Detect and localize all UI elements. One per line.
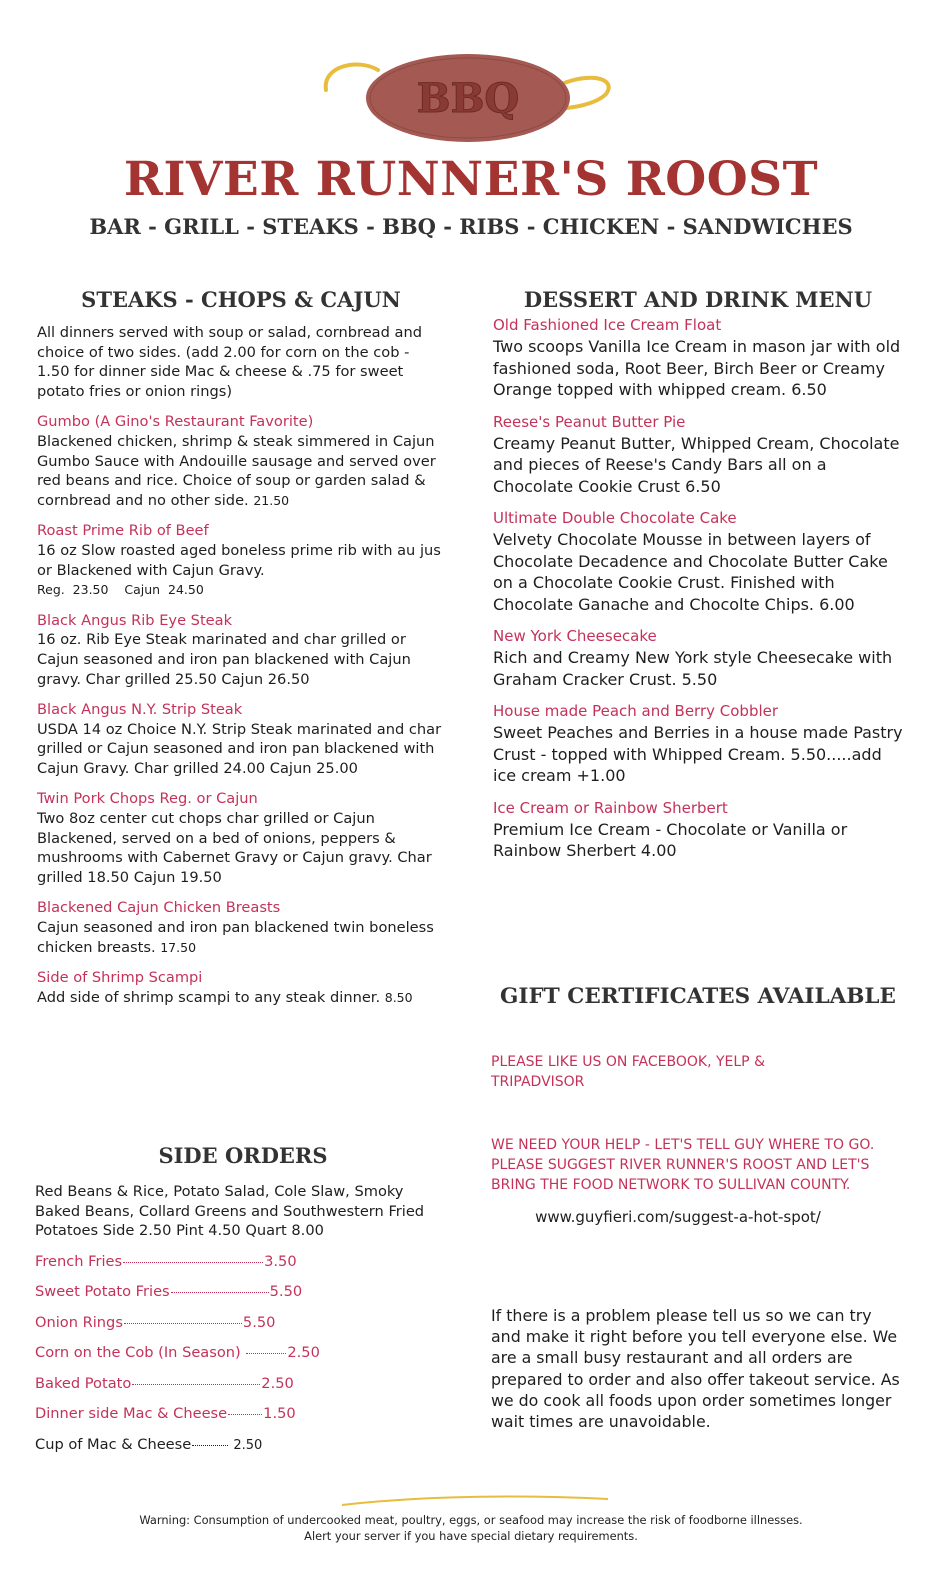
dessert-item-description: Velvety Chocolate Mousse in between layers of Chocolate Decadence and Chocolate Butter Cake on a Chocolate Cookie Crust. Finished with Chocolate Ganache and Chocolte Chips. 6.00 bbox=[493, 530, 888, 614]
menu-item-description bbox=[37, 630, 445, 689]
side-order-price: 5.50 bbox=[242, 1313, 276, 1331]
sides-heading: SIDE ORDERS bbox=[158, 1143, 328, 1168]
menu-item-text: Blackened chicken, shrimp & steak simmered in Cajun Gumbo Sauce with Andouille sausage and served over red beans and rice. Choice of soup or garden salad & cornbread and no other side. bbox=[37, 432, 436, 509]
side-order-price: 3.50 bbox=[264, 1252, 297, 1270]
side-order-name: Baked Potato bbox=[35, 1374, 132, 1392]
side-order-price: 2.50 bbox=[261, 1374, 294, 1392]
steaks-intro: All dinners served with soup or salad, cornbread and choice of two sides. (add 2.00 for corn on the cob - 1.50 for dinner side Mac & cheese & .75 for sweet potato fries or onion rings) bbox=[37, 324, 422, 400]
side-order-name: Corn on the Cob (In Season) bbox=[35, 1344, 246, 1362]
dessert-item-name: Ice Cream or Rainbow Sherbert bbox=[493, 798, 728, 817]
menu-item-description bbox=[37, 918, 445, 957]
restaurant-title: RIVER RUNNER'S ROOST bbox=[123, 152, 819, 207]
menu-item-description bbox=[37, 541, 445, 600]
menu-item-text: 16 oz Slow roasted aged boneless prime rib with au jus or Blackened with Cajun Gravy. bbox=[37, 541, 441, 579]
menu-item-price: Reg. 23.50 Cajun 24.50 bbox=[37, 582, 204, 598]
menu-item bbox=[37, 412, 445, 510]
side-order-name: French Fries bbox=[35, 1252, 123, 1270]
dessert-item-description: Sweet Peaches and Berries in a house made Pastry Crust - topped with Whipped Cream. 5.50.....add ice cream +1.00 bbox=[493, 723, 903, 785]
side-order-price: 2.50 bbox=[229, 1437, 263, 1453]
menu-item-description bbox=[37, 809, 445, 887]
menu-item-price: 17.50 bbox=[160, 939, 197, 955]
gift-heading: GIFT CERTIFICATES AVAILABLE bbox=[500, 984, 896, 1009]
side-order-name: Dinner side Mac & Cheese bbox=[35, 1405, 228, 1423]
menu-item bbox=[37, 521, 445, 599]
menu-item bbox=[37, 611, 445, 689]
side-order-item bbox=[35, 1247, 455, 1278]
menu-item-text: 16 oz. Rib Eye Steak marinated and char grilled or Cajun seasoned and iron pan blackened with Cajun gravy. Char grilled 25.50 Cajun 26.50 bbox=[37, 631, 411, 688]
side-order-item bbox=[35, 1369, 455, 1400]
side-order-price: 2.50 bbox=[287, 1344, 320, 1362]
menu-item-name: Black Angus Rib Eye Steak bbox=[37, 611, 233, 629]
dot-leader bbox=[228, 1414, 262, 1415]
dessert-item-name: New York Cheesecake bbox=[493, 627, 657, 645]
dessert-item bbox=[493, 508, 903, 615]
menu-item-description bbox=[37, 720, 445, 779]
menu-item-name: Side of Shrimp Scampi bbox=[37, 969, 203, 987]
side-order-item bbox=[35, 1277, 455, 1308]
logo-text: BBQ bbox=[416, 75, 520, 122]
menu-item-text: USDA 14 oz Choice N.Y. Strip Steak marinated and char grilled or Cajun seasoned and iron pan blackened with Cajun Gravy. Char grilled 24.00 Cajun 25.00 bbox=[37, 720, 442, 777]
steaks-section bbox=[37, 287, 445, 1007]
dessert-section bbox=[493, 287, 903, 862]
dessert-item-name: Reese's Peanut Butter Pie bbox=[493, 412, 686, 431]
side-order-item bbox=[35, 1338, 455, 1369]
menu-item-name: Twin Pork Chops Reg. or Cajun bbox=[37, 790, 258, 808]
dessert-item bbox=[493, 701, 903, 787]
restaurant-tagline: BAR - GRILL - STEAKS - BBQ - RIBS - CHICKEN - SANDWICHES bbox=[89, 214, 853, 239]
dessert-item-name: House made Peach and Berry Cobbler bbox=[493, 702, 779, 720]
side-order-name: Sweet Potato Fries bbox=[35, 1283, 170, 1301]
dot-leader bbox=[124, 1323, 242, 1324]
menu-item-text: Cajun seasoned and iron pan blackened twin boneless chicken breasts. bbox=[37, 919, 434, 956]
dot-leader bbox=[132, 1384, 260, 1385]
dessert-item-description: Two scoops Vanilla Ice Cream in mason jar with old fashioned soda, Root Beer, Birch Beer or Creamy Orange topped with whipped cream. 6.50 bbox=[493, 337, 901, 399]
menu-item-name: Roast Prime Rib of Beef bbox=[37, 522, 209, 540]
dessert-heading: DESSERT AND DRINK MENU bbox=[523, 287, 873, 312]
footer-line-1: Warning: Consumption of undercooked meat, poultry, eggs, or seafood may increase the risk of foodborne illnesses. bbox=[139, 1513, 803, 1527]
dot-leader bbox=[123, 1262, 263, 1263]
guy-fieri-note: WE NEED YOUR HELP - LET'S TELL GUY WHERE TO GO. PLEASE SUGGEST RIVER RUNNER'S ROOST AND LET'S BRING THE FOOD NETWORK TO SULLIVAN COUNTY. bbox=[491, 1137, 875, 1193]
menu-item-text: Two 8oz center cut chops char grilled or Cajun Blackened, served on a bed of onions, peppers & mushrooms with Cabernet Gravy or Cajun gravy. Char grilled 18.50 Cajun 19.50 bbox=[37, 810, 432, 886]
social-note: PLEASE LIKE US ON FACEBOOK, YELP & TRIPADVISOR bbox=[491, 1054, 765, 1090]
dessert-item bbox=[493, 412, 903, 498]
dessert-item bbox=[493, 626, 903, 690]
menu-item-name: Black Angus N.Y. Strip Steak bbox=[37, 701, 243, 719]
dessert-item bbox=[493, 798, 903, 862]
dessert-item-description: Rich and Creamy New York style Cheesecake with Graham Cracker Crust. 5.50 bbox=[493, 648, 893, 689]
dessert-item-name: Ultimate Double Chocolate Cake bbox=[493, 509, 737, 527]
suggest-url[interactable]: www.guyfieri.com/suggest-a-hot-spot/ bbox=[535, 1208, 821, 1226]
side-order-name: Cup of Mac & Cheese bbox=[35, 1435, 192, 1453]
side-order-item bbox=[35, 1399, 455, 1430]
dessert-item-description: Premium Ice Cream - Chocolate or Vanilla or Rainbow Sherbert 4.00 bbox=[493, 819, 848, 860]
dot-leader bbox=[246, 1353, 286, 1354]
bbq-logo bbox=[318, 48, 618, 148]
menu-item bbox=[37, 700, 445, 778]
menu-item-name: Blackened Cajun Chicken Breasts bbox=[37, 899, 281, 917]
menu-item-price: 8.50 bbox=[384, 989, 413, 1005]
dot-leader bbox=[192, 1445, 228, 1446]
side-order-item bbox=[35, 1430, 455, 1461]
side-order-item bbox=[35, 1308, 455, 1339]
side-order-price: 5.50 bbox=[269, 1283, 303, 1301]
footer-swoosh bbox=[340, 1493, 610, 1507]
menu-item-name: Gumbo (A Gino's Restaurant Favorite) bbox=[37, 413, 314, 431]
steaks-heading: STEAKS - CHOPS & CAJUN bbox=[81, 287, 401, 312]
menu-item-description bbox=[37, 432, 445, 510]
dessert-item-description: Creamy Peanut Butter, Whipped Cream, Chocolate and pieces of Reese's Candy Bars all on a Chocolate Cookie Crust 6.50 bbox=[493, 433, 900, 496]
menu-item bbox=[37, 789, 445, 887]
menu-item-text: Add side of shrimp scampi to any steak dinner. bbox=[37, 988, 381, 1006]
dessert-item-name: Old Fashioned Ice Cream Float bbox=[493, 316, 722, 334]
sides-intro: Red Beans & Rice, Potato Salad, Cole Slaw, Smoky Baked Beans, Collard Greens and Southwestern Fried Potatoes Side 2.50 Pint 4.50 Quart 8.00 bbox=[35, 1183, 425, 1240]
side-order-name: Onion Rings bbox=[35, 1313, 123, 1331]
side-order-price: 1.50 bbox=[263, 1405, 296, 1423]
footer-line-2: Alert your server if you have special dietary requirements. bbox=[304, 1529, 638, 1543]
menu-item-price: 21.50 bbox=[253, 492, 290, 508]
dot-leader bbox=[171, 1292, 269, 1293]
problem-notice: If there is a problem please tell us so we can try and make it right before you tell everyone else. We are a small busy restaurant and all orders are prepared to order and also offer takeout service. As we do cook all foods upon order sometimes longer wait times are unavoidable. bbox=[491, 1306, 900, 1432]
menu-item bbox=[37, 968, 445, 1007]
dessert-item bbox=[493, 315, 903, 401]
menu-item-description bbox=[37, 988, 445, 1008]
sides-section bbox=[35, 1143, 455, 1460]
menu-item bbox=[37, 898, 445, 957]
footer-warning bbox=[0, 1512, 942, 1544]
